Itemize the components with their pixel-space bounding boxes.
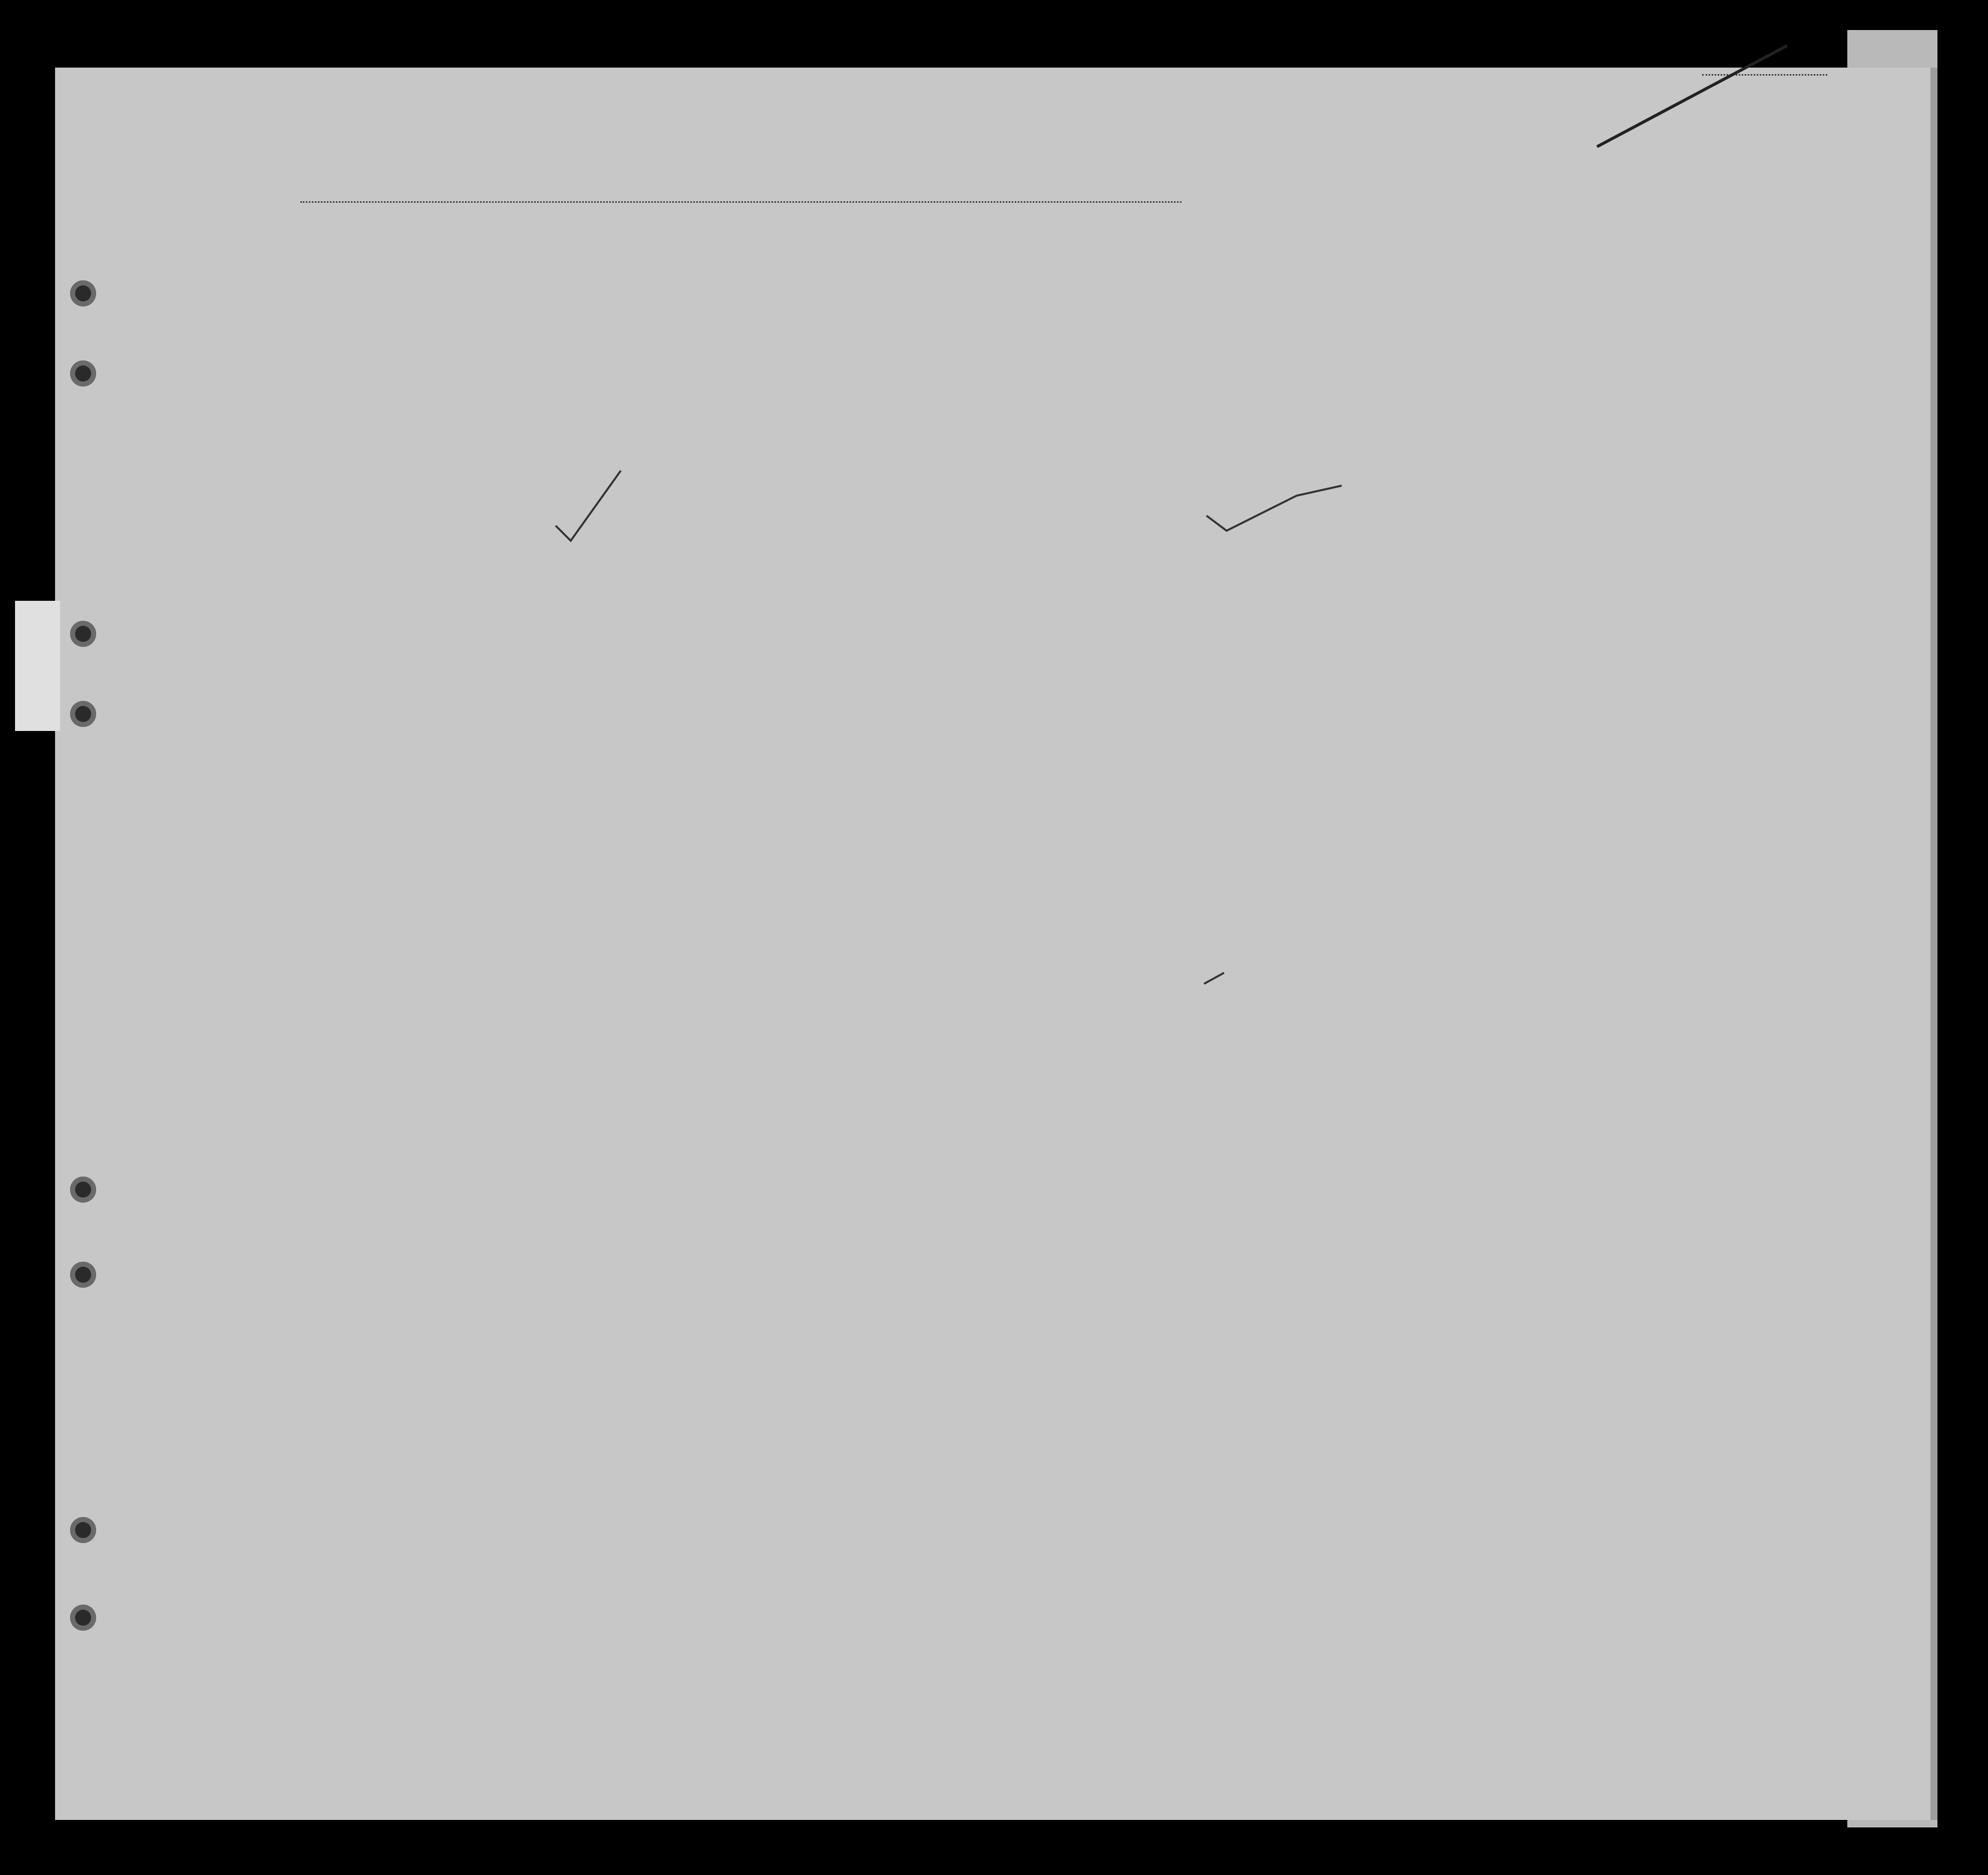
binding-hole bbox=[70, 1262, 96, 1288]
check-mark-purpose bbox=[1197, 476, 1347, 536]
binding-hole bbox=[70, 701, 96, 727]
binding-hole bbox=[70, 1517, 96, 1543]
binding-hole bbox=[70, 1177, 96, 1203]
binding-hole bbox=[70, 1605, 96, 1631]
binding-hole bbox=[70, 621, 96, 647]
binding-hole bbox=[70, 360, 96, 387]
check-mark-ticket bbox=[551, 461, 626, 551]
pen-tick bbox=[1202, 969, 1232, 989]
binding-hole bbox=[70, 280, 96, 306]
